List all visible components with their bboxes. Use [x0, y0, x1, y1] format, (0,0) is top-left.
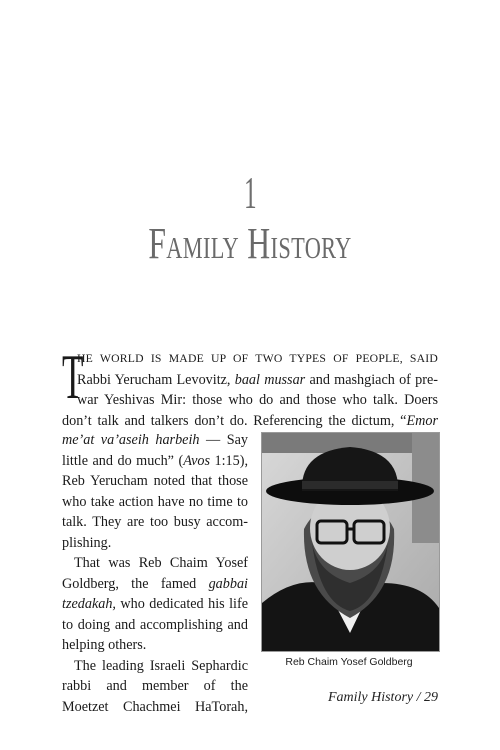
intro-italic: Emor [406, 412, 438, 429]
running-footer: Family History / 29 [327, 690, 438, 705]
col-line: helping others. [62, 637, 147, 653]
col-text: Goldberg, the famed [62, 575, 209, 592]
chapter-number: 1 [243, 167, 257, 218]
col-text: 1:15), [210, 452, 248, 469]
col-line [62, 451, 248, 472]
col-line [62, 594, 248, 615]
portrait-illustration [262, 433, 439, 651]
col-text: — Say [199, 432, 248, 448]
intro-text: and mashgiach of pre- [305, 371, 438, 388]
intro-line-1 [62, 348, 438, 370]
col-line: who take action have no time to [62, 493, 248, 510]
col-italic: me’at va’aseih harbeih [62, 432, 200, 448]
col-line: rabbi and member of the [62, 678, 248, 694]
intro-line-4 [62, 411, 438, 432]
intro-text: Rabbi Yerucham Levovitz, [77, 371, 235, 388]
photo-caption: Reb Chaim Yosef Goldberg [285, 656, 413, 668]
intro-paragraph [62, 348, 438, 431]
col-line: That was Reb Chaim Yosef [74, 555, 248, 571]
col-line: Moetzet Chachmei HaTorah, [62, 698, 248, 715]
intro-smallcaps: HE WORLD IS MADE UP OF TWO TYPES OF PEOPLE, SAID [77, 352, 438, 365]
col-line: to doing and accomplishing and [62, 616, 248, 633]
intro-line-3: war Yeshivas Mir: those who do and those who talk. Doers [77, 392, 438, 408]
intro-text: don’t talk and talkers don’t do. Referencing the dictum, “ [62, 412, 407, 429]
chapter-title: Family History [148, 219, 352, 268]
intro-line-2 [62, 370, 438, 391]
col-line [62, 430, 248, 451]
col-italic: Avos [183, 452, 210, 469]
col-line: plishing. [62, 534, 112, 551]
col-italic: gabbai [208, 575, 248, 592]
col-line: Reb Yerucham noted that those [62, 473, 248, 489]
col-line [62, 574, 248, 595]
col-italic: tzedakah, [62, 596, 116, 612]
col-line: The leading Israeli Sephardic [74, 657, 248, 674]
col-text: who dedicated his life [115, 596, 248, 612]
col-text: little and do much” ( [62, 452, 184, 469]
intro-italic: baal mussar [234, 371, 306, 388]
column-text [62, 430, 248, 717]
col-line: talk. They are too busy accom- [62, 514, 248, 530]
portrait-photo [261, 432, 440, 652]
drop-cap: T [62, 341, 84, 412]
